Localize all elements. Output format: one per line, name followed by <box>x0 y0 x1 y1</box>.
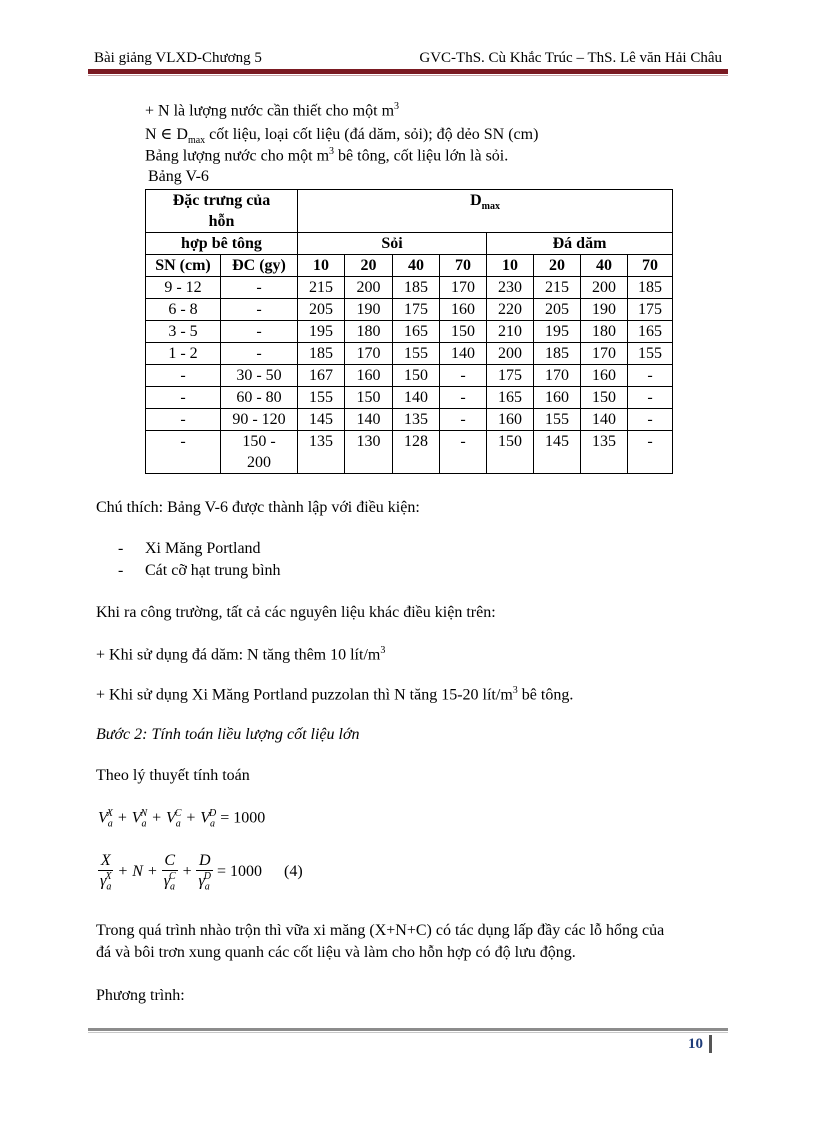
table-cell: 215 <box>534 277 581 299</box>
table-cell: - <box>440 409 487 431</box>
header-dmax: $D_{max}$ <box>298 190 673 233</box>
header-sn: SN (cm) <box>146 255 221 277</box>
equation-label: (4) <box>284 862 303 880</box>
table-cell: - <box>628 431 673 474</box>
table-cell: 135 <box>298 431 345 474</box>
intro-line-1: + N là lượng nước cần thiết cho một $m^3$ <box>145 101 400 120</box>
paragraph: đá và bôi trơn xung quanh các cốt liệu và làm cho hỗn hợp có độ lưu động. <box>96 944 576 961</box>
table-cell: - <box>221 277 298 299</box>
table-cell: 6 - 8 <box>146 299 221 321</box>
table-cell: 210 <box>487 321 534 343</box>
table-cell: - <box>628 387 673 409</box>
table-row <box>146 387 673 409</box>
table-cell: 205 <box>534 299 581 321</box>
table-cell: 3 - 5 <box>146 321 221 343</box>
table-cell: 185 <box>298 343 345 365</box>
size-cell: 10 <box>298 255 345 277</box>
size-cell: 40 <box>581 255 628 277</box>
table-cell: 150 <box>581 387 628 409</box>
table-cell: 135 <box>393 409 440 431</box>
header-soi: Sỏi <box>298 233 487 255</box>
table-cell: 165 <box>628 321 673 343</box>
header-characteristics: Đặc trưng của hỗn <box>146 190 298 233</box>
page-number-bar <box>709 1035 712 1053</box>
table-row <box>146 299 673 321</box>
table-cell: 165 <box>487 387 534 409</box>
table-cell: 175 <box>487 365 534 387</box>
header-right: GVC-ThS. Cù Khắc Trúc – ThS. Lê văn Hải Châu <box>419 50 722 66</box>
table-cell: 140 <box>581 409 628 431</box>
paragraph: Phương trình: <box>96 987 185 1004</box>
table-row <box>146 365 673 387</box>
table-cell: 215 <box>298 277 345 299</box>
size-cell: 70 <box>628 255 673 277</box>
table-cell: - <box>628 365 673 387</box>
paragraph: Theo lý thuyết tính toán <box>96 767 250 784</box>
table-cell: 205 <box>298 299 345 321</box>
table-row <box>146 321 673 343</box>
fraction-x: $\frac{X}{\gamma_a^X}$ <box>100 852 112 893</box>
table-cell: 185 <box>628 277 673 299</box>
equation-volume: $V_a^X + V_a^N + V_a^C + V_a^D = 1000$ <box>98 808 266 830</box>
table-cell: 140 <box>440 343 487 365</box>
table-cell: 160 <box>487 409 534 431</box>
table-cell: 150 - 200 <box>221 431 298 474</box>
paragraph: + Khi sử dụng đá dăm: N tăng thêm 10 lít/$m^3$ <box>96 645 386 664</box>
table-cell: 90 - 120 <box>221 409 298 431</box>
table-cell: 167 <box>298 365 345 387</box>
table-cell: 150 <box>393 365 440 387</box>
table-cell: 155 <box>298 387 345 409</box>
size-cell: 40 <box>393 255 440 277</box>
table-cell: - <box>440 365 487 387</box>
table-cell: 150 <box>487 431 534 474</box>
table-cell: - <box>221 321 298 343</box>
table-cell: 195 <box>534 321 581 343</box>
table-cell: 165 <box>393 321 440 343</box>
header-dadam: Đá dăm <box>487 233 673 255</box>
header-rule <box>88 69 728 74</box>
header-rule-thin <box>88 75 728 76</box>
table-cell: 30 - 50 <box>221 365 298 387</box>
table-cell: - <box>146 365 221 387</box>
table-cell: 155 <box>534 409 581 431</box>
bullet-mark: - <box>118 540 124 557</box>
table-cell: 160 <box>581 365 628 387</box>
table-cell: 160 <box>345 365 393 387</box>
table-cell: 195 <box>298 321 345 343</box>
table-cell: - <box>440 387 487 409</box>
fraction-d: $\frac{D}{\gamma_a^D}$ <box>198 852 212 893</box>
table-cell: 145 <box>298 409 345 431</box>
table-cell: 150 <box>440 321 487 343</box>
water-table <box>145 189 673 474</box>
table-cell: 155 <box>393 343 440 365</box>
paragraph: Khi ra công trường, tất cả các nguyên liệu khác điều kiện trên: <box>96 604 496 621</box>
table-cell: 185 <box>393 277 440 299</box>
table-cell: 1 - 2 <box>146 343 221 365</box>
table-cell: 200 <box>345 277 393 299</box>
table-cell: - <box>146 409 221 431</box>
table-cell: 170 <box>581 343 628 365</box>
table-cell: 140 <box>393 387 440 409</box>
table-cell: 220 <box>487 299 534 321</box>
table-row <box>146 277 673 299</box>
table-cell: 190 <box>345 299 393 321</box>
note-title: Chú thích: Bảng V-6 được thành lập với điều kiện: <box>96 499 420 516</box>
table-cell: 230 <box>487 277 534 299</box>
table-cell: 135 <box>581 431 628 474</box>
size-cell: 20 <box>534 255 581 277</box>
header-mix: hợp bê tông <box>146 233 298 255</box>
table-cell: 160 <box>440 299 487 321</box>
size-cell: 10 <box>487 255 534 277</box>
header-left: Bài giảng VLXD-Chương 5 <box>94 50 262 66</box>
footer-rule-thin <box>88 1032 728 1033</box>
equation-mass: $\frac{X}{\gamma_a^X}$ + N + $\frac{C}{\gamma_a^C}$ + $\frac{D}{\gamma_a^D}$ = 1000 (4) <box>100 852 303 893</box>
table-cell: 200 <box>487 343 534 365</box>
table-row <box>146 409 673 431</box>
size-cell: 70 <box>440 255 487 277</box>
intro-line-2: N ∈ $D_{max}$ cốt liệu, loại cốt liệu (đá dăm, sỏi); độ dẻo SN (cm) <box>145 126 539 147</box>
table-cell: 155 <box>628 343 673 365</box>
fraction-c: $\frac{C}{\gamma_a^C}$ <box>163 852 176 893</box>
table-cell: 130 <box>345 431 393 474</box>
page-number: 10 <box>688 1036 703 1052</box>
table-cell: - <box>221 343 298 365</box>
table-cell: 60 - 80 <box>221 387 298 409</box>
table-cell: 170 <box>345 343 393 365</box>
table-cell: 128 <box>393 431 440 474</box>
table-cell: - <box>146 431 221 474</box>
table-cell: 170 <box>440 277 487 299</box>
table-cell: 175 <box>393 299 440 321</box>
table-cell: 190 <box>581 299 628 321</box>
step-heading: Bước 2: Tính toán liều lượng cốt liệu lớn <box>96 726 360 743</box>
table-cell: 160 <box>534 387 581 409</box>
table-cell: - <box>221 299 298 321</box>
table-cell: 145 <box>534 431 581 474</box>
paragraph: Trong quá trình nhào trộn thì vữa xi măng (X+N+C) có tác dụng lấp đầy các lỗ hổng của <box>96 922 665 939</box>
table-cell: 180 <box>345 321 393 343</box>
table-cell: 200 <box>581 277 628 299</box>
paragraph: + Khi sử dụng Xi Măng Portland puzzolan thì N tăng 15-20 lít/$m^3$ bê tông. <box>96 685 574 704</box>
table-cell: 180 <box>581 321 628 343</box>
intro-line-3: Bảng lượng nước cho một $m^3$ bê tông, cốt liệu lớn là sỏi. <box>145 146 509 165</box>
table-row <box>146 343 673 365</box>
size-cell: 20 <box>345 255 393 277</box>
footer-rule <box>88 1028 728 1031</box>
table-cell: 140 <box>345 409 393 431</box>
table-cell: 170 <box>534 365 581 387</box>
table-cell: 9 - 12 <box>146 277 221 299</box>
bullet-item: Cát cỡ hạt trung bình <box>145 562 281 579</box>
table-cell: 150 <box>345 387 393 409</box>
bullet-item: Xi Măng Portland <box>145 540 261 557</box>
header-dc: ĐC (gy) <box>221 255 298 277</box>
bullet-mark: - <box>118 562 124 579</box>
table-cell: - <box>146 387 221 409</box>
table-cell: 175 <box>628 299 673 321</box>
table-cell: - <box>440 431 487 474</box>
table-cell: 185 <box>534 343 581 365</box>
table-cell: - <box>628 409 673 431</box>
table-label: Bảng V-6 <box>148 168 209 185</box>
